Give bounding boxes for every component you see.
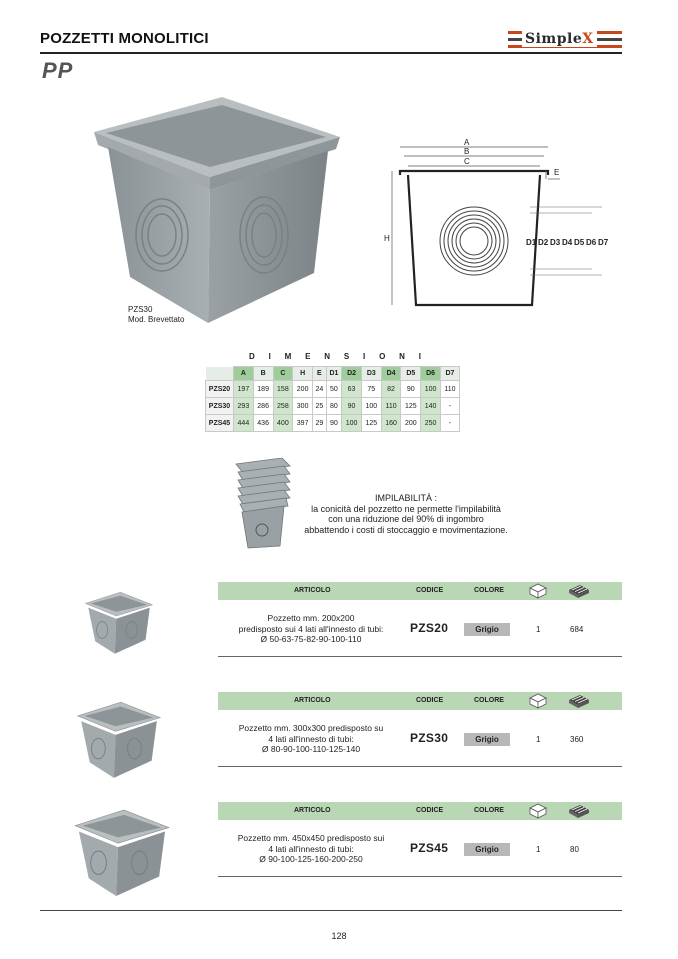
- product-description: [222, 833, 400, 865]
- dimensions-cell: 110: [381, 398, 401, 415]
- dimensions-row-code: PZS45: [206, 415, 234, 432]
- column-header-articolo: ARTICOLO: [294, 807, 331, 814]
- dimensions-heading-letter: N: [324, 352, 332, 361]
- dimensions-heading: [205, 352, 460, 366]
- dimensions-column-header: C: [273, 367, 293, 381]
- dimensions-column-header: A: [234, 367, 254, 381]
- dimensions-cell: 293: [234, 398, 254, 415]
- dim-label-d: D5: [574, 238, 585, 247]
- product-description-line: Ø 50-63-75-82-90-100-110: [260, 634, 362, 644]
- dimensions-cell: 82: [381, 381, 401, 398]
- dimensions-cell: 90: [326, 415, 342, 432]
- dimensions-column-header: H: [293, 367, 313, 381]
- product-description-line: Pozzetto mm. 200x200: [267, 613, 355, 623]
- caption-model: Mod. Brevettato: [128, 315, 185, 324]
- dimensions-cell: 436: [253, 415, 273, 432]
- dimensions-cell: 125: [401, 398, 421, 415]
- dimensions-column-header: D4: [381, 367, 401, 381]
- box-quantity: 1: [536, 625, 541, 634]
- dimensions-row: [206, 398, 460, 415]
- dim-label-e: E: [554, 168, 560, 177]
- dimensions-heading-letter: I: [268, 352, 272, 361]
- dimensions-cell: 200: [401, 415, 421, 432]
- dimensions-cell: 158: [273, 381, 293, 398]
- dimensions-cell: 400: [273, 415, 293, 432]
- product-description-line: Ø 90-100-125-160-200-250: [259, 854, 363, 864]
- dimensions-heading-letter: I: [363, 352, 367, 361]
- product-description-line: Pozzetto mm. 450x450 predisposto sui: [237, 833, 385, 843]
- stacking-note: [293, 493, 519, 535]
- photo-caption: [128, 305, 184, 325]
- stacking-line: con una riduzione del 90% di ingombro: [328, 514, 484, 524]
- product-code: PZS20: [410, 621, 449, 635]
- dim-label-d: D7: [598, 238, 609, 247]
- dimensions-cell: 75: [361, 381, 381, 398]
- product-description-line: predisposto sui 4 lati all'innesto di tubi:: [238, 623, 384, 634]
- dimensions-heading-letter: N: [399, 352, 406, 361]
- product-thumbnail: [84, 590, 154, 661]
- dimensions-column-header: D5: [401, 367, 421, 381]
- product-code: PZS45: [410, 841, 449, 855]
- product-divider: [218, 876, 622, 877]
- product-description-line: 4 lati all'innesto di tubi:: [268, 843, 354, 854]
- box-quantity: 1: [536, 845, 541, 854]
- column-header-codice: CODICE: [416, 587, 444, 594]
- dimensions-cell: 197: [234, 381, 254, 398]
- dimensions-cell: 250: [421, 415, 441, 432]
- dimensions-cell: 100: [421, 381, 441, 398]
- dimensions-cell: 63: [342, 381, 362, 398]
- dimensions-header-row: [206, 367, 460, 381]
- dimensions-column-header: D3: [361, 367, 381, 381]
- dimensions-cell: 397: [293, 415, 313, 432]
- dimensions-cell: 100: [342, 415, 362, 432]
- product-description-line: Pozzetto mm. 300x300 predisposto su: [238, 723, 384, 733]
- pallet-quantity: 684: [570, 625, 584, 634]
- product-divider: [218, 656, 622, 657]
- page-subtitle: PP: [42, 58, 74, 83]
- dimensions-cell: 100: [361, 398, 381, 415]
- pallet-icon: [568, 803, 590, 821]
- dimensions-heading-letter: S: [343, 352, 351, 361]
- dimensions-cell: 29: [313, 415, 327, 432]
- dimensions-heading-letter: D: [249, 352, 256, 361]
- dim-label-d: D4: [562, 238, 573, 247]
- dimensions-row-code: PZS20: [206, 381, 234, 398]
- dim-label-d: D6: [586, 238, 597, 247]
- dimensions-column-header: E: [313, 367, 327, 381]
- dim-label-d: D3: [550, 238, 561, 247]
- stacking-line: abbattendo i costi di stoccaggio e movimentazione.: [304, 524, 508, 535]
- box-quantity: 1: [536, 735, 541, 744]
- dimensions-column-header: D6: [421, 367, 441, 381]
- dim-label-d: D2: [538, 238, 549, 247]
- dimensions-cell: 444: [234, 415, 254, 432]
- product-description: [222, 723, 400, 755]
- dimensions-row: [206, 415, 460, 432]
- dimensions-cell: 125: [361, 415, 381, 432]
- dimensions-cell: -: [440, 415, 459, 432]
- dimensions-cell: 50: [326, 381, 342, 398]
- dimensions-heading-letter: O: [379, 352, 387, 361]
- dimensions-cell: 80: [326, 398, 342, 415]
- dim-label-c: C: [464, 157, 470, 166]
- stacking-title: IMPILABILITÀ :: [374, 493, 438, 503]
- product-description-line: Ø 80-90-100-110-125-140: [261, 744, 361, 754]
- dimensions-row: [206, 381, 460, 398]
- dimensions-corner-cell: [206, 367, 234, 381]
- product-description-line: 4 lati all'innesto di tubi:: [268, 733, 354, 744]
- product-header-bar: [218, 582, 622, 600]
- pallet-icon: [568, 693, 590, 711]
- stacking-line: la conicità del pozzetto ne permette l'impilabilità: [311, 503, 501, 514]
- logo-text: SimpleX: [522, 31, 597, 47]
- dimensions-heading-letter: I: [418, 352, 422, 361]
- dimensions-heading-letter: M: [284, 352, 293, 361]
- page-number: 128: [331, 931, 347, 941]
- pallet-quantity: 360: [570, 735, 584, 744]
- dimensions-cell: 140: [421, 398, 441, 415]
- dimensions-cell: 90: [342, 398, 362, 415]
- technical-drawing: [380, 135, 620, 315]
- product-color-badge: Grigio: [464, 623, 510, 636]
- product-description: [222, 613, 400, 645]
- manhole-photo: [92, 95, 342, 327]
- dimensions-column-header: D1: [326, 367, 342, 381]
- brand-logo: [508, 29, 622, 51]
- dimensions-table: [205, 352, 460, 432]
- column-header-colore: COLORE: [474, 807, 504, 814]
- dimensions-cell: 110: [440, 381, 459, 398]
- pallet-icon: [568, 583, 590, 601]
- stacked-manholes-photo: [232, 458, 292, 550]
- dimensions-column-header: D7: [440, 367, 459, 381]
- product-thumbnail: [76, 700, 162, 785]
- pallet-quantity: 80: [570, 845, 579, 854]
- product-thumbnail: [66, 808, 178, 903]
- product-divider: [218, 766, 622, 767]
- dim-label-a: A: [464, 138, 470, 147]
- column-header-articolo: ARTICOLO: [294, 697, 331, 704]
- dimensions-row-code: PZS30: [206, 398, 234, 415]
- dimensions-cell: 90: [401, 381, 421, 398]
- product-code: PZS30: [410, 731, 449, 745]
- dim-label-h: H: [384, 234, 390, 243]
- dimensions-cell: 258: [273, 398, 293, 415]
- footer-divider: [40, 910, 622, 911]
- column-header-colore: COLORE: [474, 697, 504, 704]
- page-title: POZZETTI MONOLITICI: [40, 30, 209, 47]
- dimensions-cell: 189: [253, 381, 273, 398]
- box-icon: [528, 583, 548, 601]
- column-header-articolo: ARTICOLO: [294, 587, 331, 594]
- dimensions-heading-letter: E: [305, 352, 312, 361]
- product-header-bar: [218, 692, 622, 710]
- dimensions-cell: 24: [313, 381, 327, 398]
- caption-code: PZS30: [128, 305, 153, 314]
- dim-label-b: B: [464, 147, 470, 156]
- column-header-colore: COLORE: [474, 587, 504, 594]
- dimensions-column-header: D2: [342, 367, 362, 381]
- product-header-bar: [218, 802, 622, 820]
- header-divider: [40, 52, 622, 54]
- box-icon: [528, 803, 548, 821]
- product-color-badge: Grigio: [464, 843, 510, 856]
- dim-label-d: D1: [526, 238, 537, 247]
- column-header-codice: CODICE: [416, 807, 444, 814]
- box-icon: [528, 693, 548, 711]
- dimensions-column-header: B: [253, 367, 273, 381]
- dimensions-cell: -: [440, 398, 459, 415]
- dimensions-cell: 200: [293, 381, 313, 398]
- dimensions-cell: 300: [293, 398, 313, 415]
- dimensions-cell: 160: [381, 415, 401, 432]
- product-color-badge: Grigio: [464, 733, 510, 746]
- dimensions-cell: 25: [313, 398, 327, 415]
- dimensions-cell: 286: [253, 398, 273, 415]
- column-header-codice: CODICE: [416, 697, 444, 704]
